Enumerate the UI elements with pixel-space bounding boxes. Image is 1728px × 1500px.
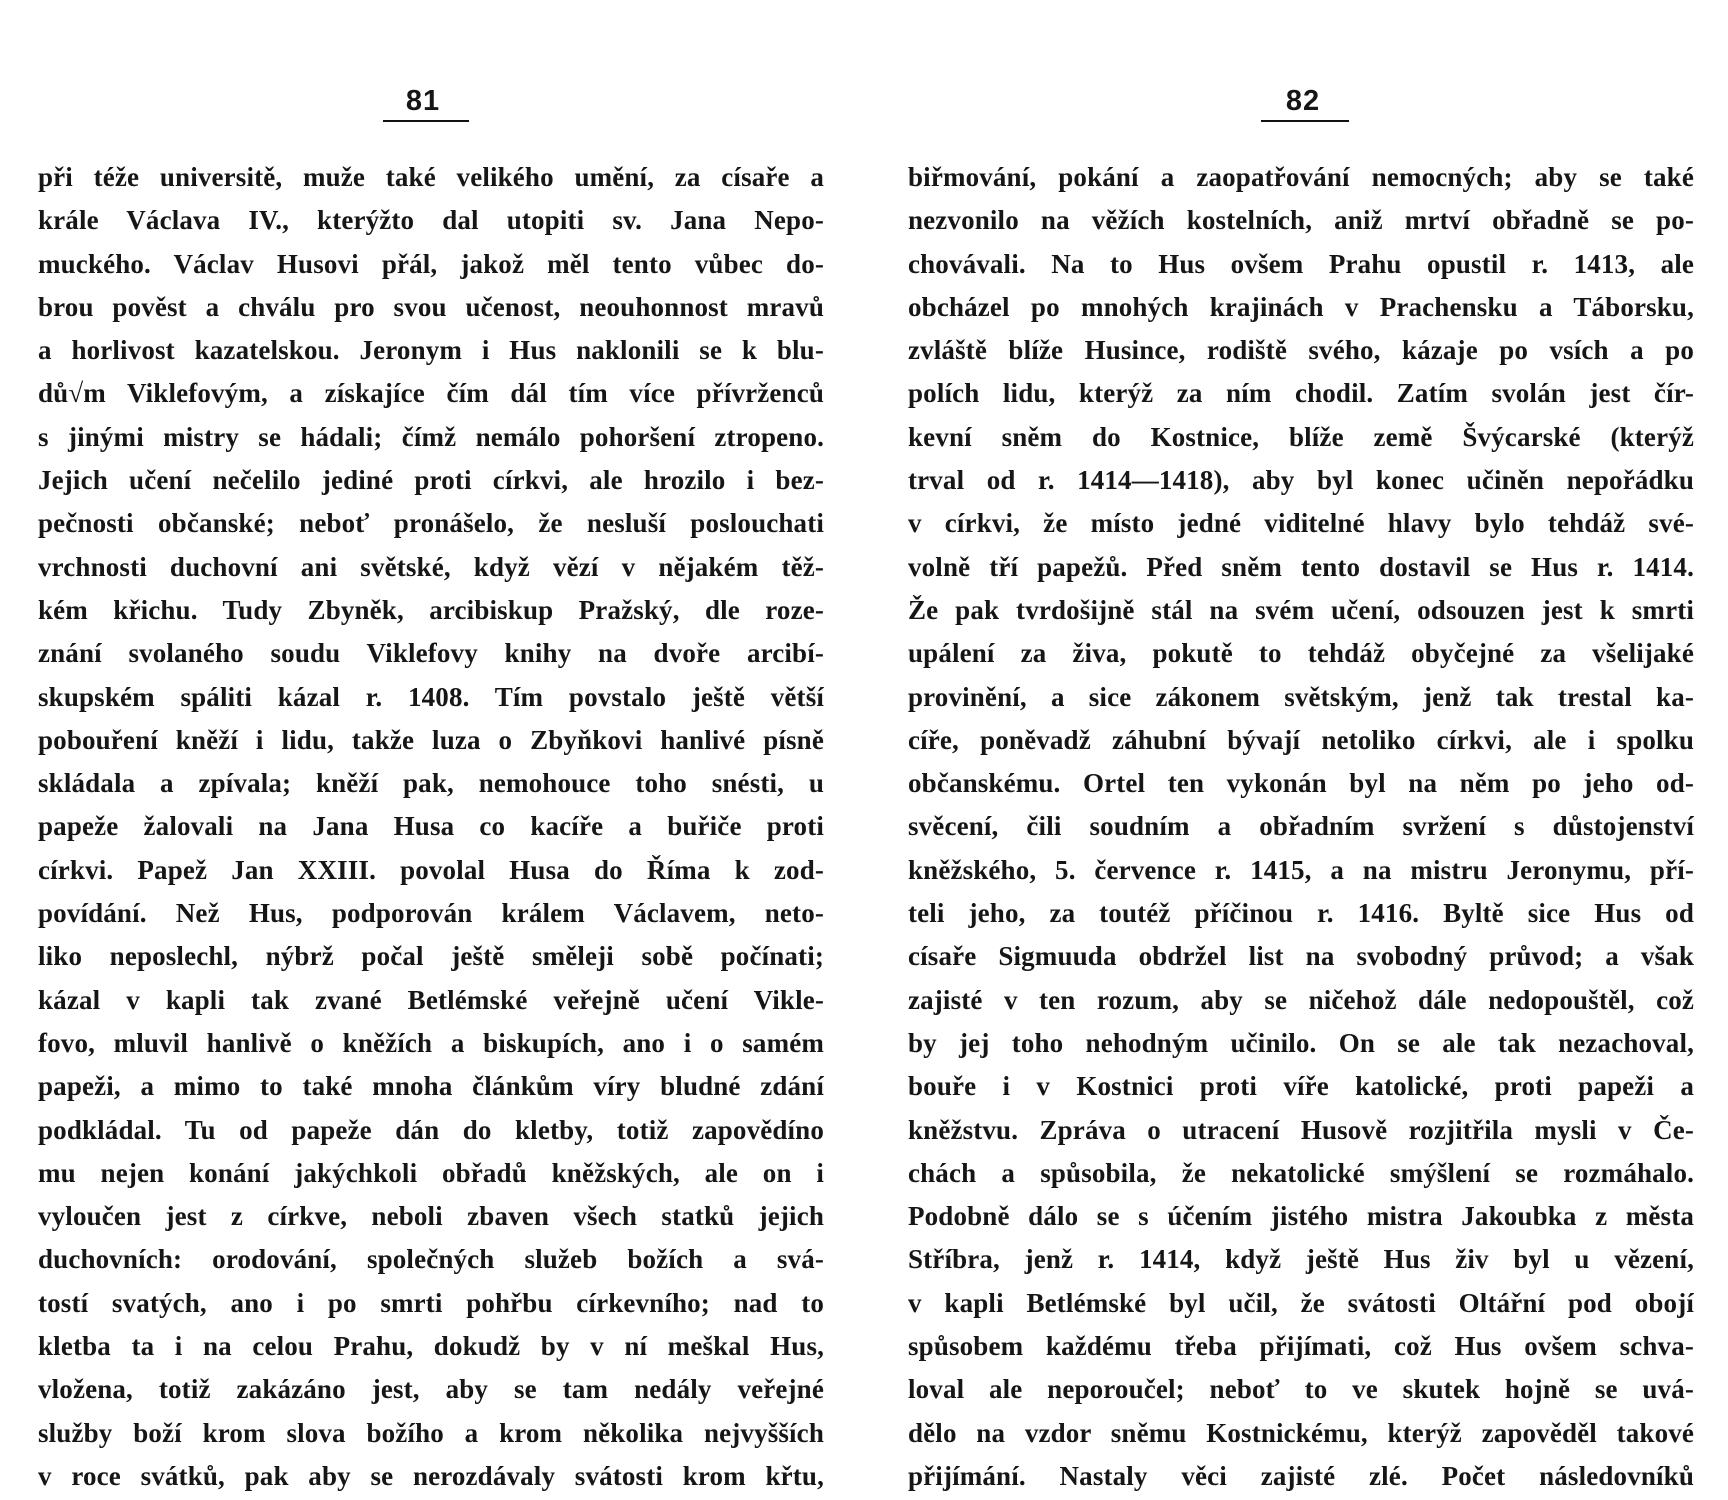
text-line: polích lidu, kterýž za ním chodil. Zatím svolán jest čír- — [908, 378, 1694, 409]
text-line: Že pak tvrdošijně stál na svém učení, odsouzen jest k smrti — [908, 594, 1694, 625]
text-line: duchovních: orodování, společných služeb božích a svá- — [38, 1244, 824, 1275]
text-line: pečnosti občanské; neboť pronášelo, že nesluší poslouchati — [38, 508, 824, 539]
text-line: liko neposlechl, nýbrž počal ještě směleji sobě počínati; — [38, 941, 824, 972]
text-line: služby boží krom slova božího a krom několika nejvyšších — [38, 1417, 824, 1448]
text-line: zajisté v ten rozum, aby se ničehož dále nedopouštěl, což — [908, 984, 1694, 1015]
text-line: chovávali. Na to Hus ovšem Prahu opustil r. 1413, ale — [908, 248, 1694, 279]
text-line: kletba ta i na celou Prahu, dokudž by v ní meškal Hus, — [38, 1331, 824, 1362]
text-line: císaře Sigmuuda obdržel list na svobodný průvod; a však — [908, 941, 1694, 972]
text-line: fovo, mluvil hanlivě o kněžích a biskupích, ano i o samém — [38, 1027, 824, 1058]
text-line: znání svolaného soudu Viklefovy knihy na dvoře arcibí- — [38, 638, 824, 669]
text-line: zvláště blíže Husince, rodiště svého, kázaje po vsích a po — [908, 335, 1694, 366]
text-line: krále Václava IV., kterýžto dal utopiti sv. Jana Nepo- — [38, 205, 824, 236]
text-line: bouře i v Kostnici proti víře katolické, proti papeži a — [908, 1071, 1694, 1102]
page-number-rule-right — [1261, 120, 1349, 122]
page-number-right: 82 — [1285, 85, 1321, 117]
text-line: v církvi, že místo jedné viditelné hlavy bylo tehdáž své- — [908, 508, 1694, 539]
text-line: kázal v kapli tak zvané Betlémské veřejně učení Vikle- — [38, 984, 824, 1015]
text-line: loval ale neporoučel; neboť to ve skutek hojně se uvá- — [908, 1374, 1694, 1405]
text-line: upálení za živa, pokutě to tehdáž obyčejné za všelijaké — [908, 638, 1694, 669]
text-line: vyloučen jest z církve, neboli zbaven všech statků jejich — [38, 1201, 824, 1232]
text-line: a horlivost kazatelskou. Jeronym i Hus naklonili se k blu- — [38, 335, 824, 366]
text-line: v kapli Betlémské byl učil, že svátosti Oltářní pod obojí — [908, 1287, 1694, 1318]
text-line: nezvonilo na věžích kostelních, aniž mrtví obřadně se po- — [908, 205, 1694, 236]
text-line: svěcení, čili soudním a obřadním svržení s důstojenství — [908, 811, 1694, 842]
text-line: kněžstvu. Zpráva o utracení Husově rozjitřila mysli v Če- — [908, 1114, 1694, 1145]
text-line: chách a spůsobila, že nekatolické smýšlení se rozmáhalo. — [908, 1157, 1694, 1188]
text-line: spůsobem každému třeba přijímati, což Hus ovšem schva- — [908, 1331, 1694, 1362]
text-line: povídání. Než Hus, podporován králem Václavem, neto- — [38, 898, 824, 929]
right-page-text — [908, 156, 1694, 1498]
text-line: teli jeho, za toutéž příčinou r. 1416. Byltě sice Hus od — [908, 898, 1694, 929]
text-line: cíře, poněvadž záhubní bývají netoliko církvi, ale i spolku — [908, 724, 1694, 755]
page-number-rule-left — [383, 120, 469, 122]
text-line: dů√m Viklefovým, a získajíce čím dál tím více přívrženců — [38, 378, 824, 409]
text-line: tostí svatých, ano i po smrti pohřbu církevního; nad to — [38, 1287, 824, 1318]
text-line: trval od r. 1414—1418), aby byl konec učiněn nepořádku — [908, 465, 1694, 496]
text-line: provinění, a sice zákonem světským, jenž tak trestal ka- — [908, 681, 1694, 712]
text-line: mu nejen konání jakýchkoli obřadů kněžských, ale on i — [38, 1157, 824, 1188]
text-line: vrchnosti duchovní ani světské, když vězí v nějakém těž- — [38, 551, 824, 582]
text-line: papeže žalovali na Jana Husa co kacíře a buřiče proti — [38, 811, 824, 842]
text-line: církvi. Papež Jan XXIII. povolal Husa do Říma k zod- — [38, 854, 824, 885]
text-line: s jinými mistry se hádali; čímž nemálo pohoršení ztropeno. — [38, 421, 824, 452]
text-line: obcházel po mnohých krajinách v Prachensku a Táborsku, — [908, 291, 1694, 322]
text-line: vložena, totiž zakázáno jest, aby se tam nedály veřejné — [38, 1374, 824, 1405]
text-line: v roce svátků, pak aby se nerozdávaly svátosti krom křtu, — [38, 1460, 824, 1491]
text-line: Podobně dálo se s účením jistého mistra Jakoubka z města — [908, 1201, 1694, 1232]
text-line: kém křichu. Tudy Zbyněk, arcibiskup Pražský, dle roze- — [38, 594, 824, 625]
text-line: kevní sněm do Kostnice, blíže země Švýcarské (kterýž — [908, 421, 1694, 452]
text-line: biřmování, pokání a zaopatřování nemocných; aby se také — [908, 162, 1694, 192]
text-line: Stříbra, jenž r. 1414, když ještě Hus živ byl u vězení, — [908, 1244, 1694, 1275]
text-line: při téže universitě, muže také velikého umění, za císaře a — [38, 162, 824, 192]
text-line: podkládal. Tu od papeže dán do kletby, totiž zapovědíno — [38, 1114, 824, 1145]
text-line: občanskému. Ortel ten vykonán byl na něm po jeho od- — [908, 768, 1694, 799]
text-line: volně tří papežů. Před sněm tento dostavil se Hus r. 1414. — [908, 551, 1694, 582]
text-line: dělo na vzdor sněmu Kostnickému, kterýž zapověděl takové — [908, 1417, 1694, 1448]
text-line: muckého. Václav Husovi přál, jakož měl tento vůbec do- — [38, 248, 824, 279]
text-line: skupském spáliti kázal r. 1408. Tím povstalo ještě větší — [38, 681, 824, 712]
text-line: by jej toho nehodným učinilo. On se ale tak nezachoval, — [908, 1027, 1694, 1058]
page-number-left: 81 — [405, 85, 441, 117]
text-line: kněžského, 5. července r. 1415, a na mistru Jeronymu, pří- — [908, 854, 1694, 885]
text-line: pobouření kněží i lidu, takže luza o Zbyňkovi hanlivé písně — [38, 724, 824, 755]
text-line: brou pověst a chválu pro svou učenost, neouhonnost mravů — [38, 291, 824, 322]
text-line: skládala a zpívala; kněží pak, nemohouce toho snésti, u — [38, 768, 824, 799]
text-line: přijímání. Nastaly věci zajisté zlé. Počet následovníků — [908, 1460, 1694, 1491]
left-page-text — [38, 156, 824, 1498]
text-line: Jejich učení nečelilo jediné proti církvi, ale hrozilo i bez- — [38, 465, 824, 496]
text-line: papeži, a mimo to také mnoha článkům víry bludné zdání — [38, 1071, 824, 1102]
